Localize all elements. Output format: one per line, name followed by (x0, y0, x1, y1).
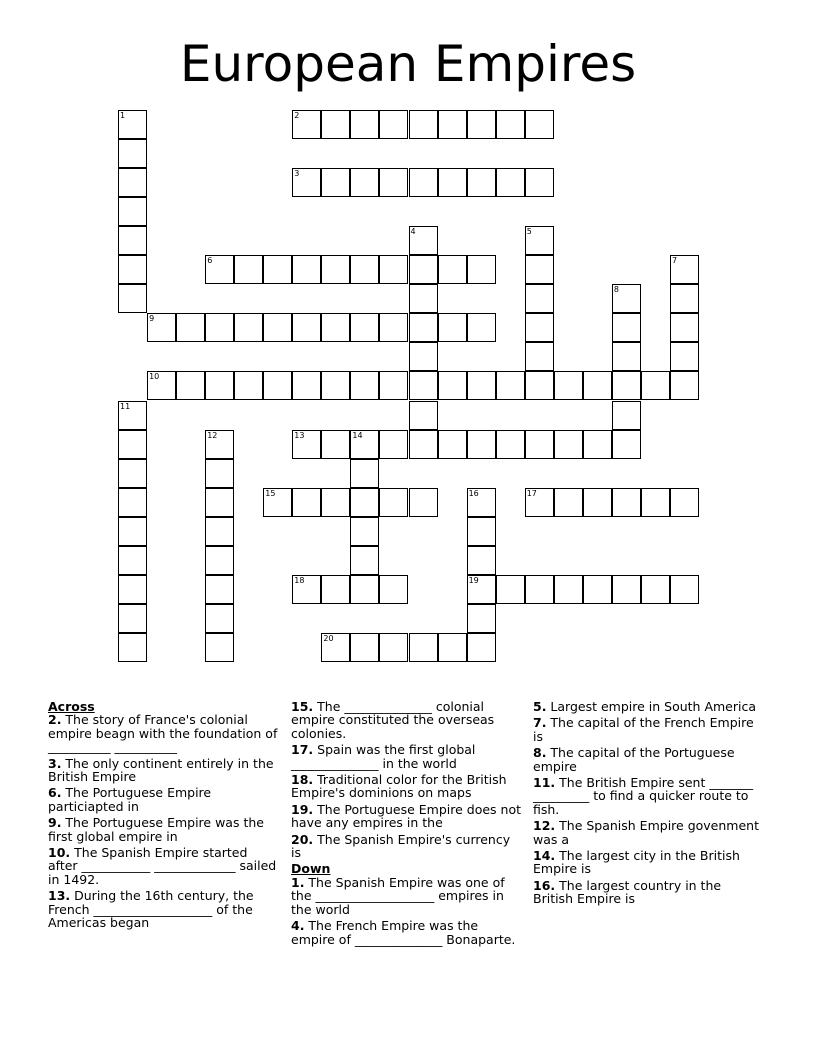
grid-cell[interactable] (350, 488, 379, 517)
grid-cell[interactable] (438, 255, 467, 284)
clue-text: The Portuguese Empire does not have any empires in the (291, 801, 522, 831)
grid-cell[interactable] (350, 371, 379, 400)
grid-cell[interactable] (438, 168, 467, 197)
grid-cell[interactable] (321, 488, 350, 517)
grid-cell[interactable] (409, 255, 438, 284)
grid-cell[interactable] (147, 371, 176, 400)
grid-cell[interactable] (554, 371, 583, 400)
grid-cell[interactable] (350, 430, 379, 459)
clues-column-1 (48, 700, 280, 933)
grid-cell[interactable] (496, 371, 525, 400)
clue-label: 16. (533, 877, 556, 893)
grid-cell[interactable] (438, 633, 467, 662)
clue-text: The French Empire was the empire of ______________ Bonaparte. (291, 918, 516, 947)
grid-cell[interactable] (467, 575, 496, 604)
grid-cell[interactable] (292, 430, 321, 459)
grid-cell[interactable] (234, 255, 263, 284)
grid-cell[interactable] (409, 633, 438, 662)
grid-cell[interactable] (263, 313, 292, 342)
clue-label: 14. (533, 848, 556, 864)
grid-cell[interactable] (525, 342, 554, 371)
grid-cell[interactable] (525, 226, 554, 255)
grid-cell[interactable] (118, 255, 147, 284)
clue-label: 2. (48, 712, 62, 728)
across-heading: Across (48, 699, 95, 714)
clue-text: The Portuguese Empire was the first global empire in (48, 815, 264, 844)
clue-number: 7 (672, 256, 678, 266)
clue-number: 9 (149, 314, 155, 324)
grid-cell[interactable] (438, 110, 467, 139)
clue (533, 849, 763, 876)
clue-number: 8 (613, 285, 619, 295)
clue-number: 6 (207, 256, 213, 266)
grid-cell[interactable] (205, 546, 234, 575)
grid-cell[interactable] (467, 110, 496, 139)
clue-label: 7. (533, 715, 547, 731)
grid-cell[interactable] (496, 110, 525, 139)
across-clue-list-continued (291, 700, 523, 859)
clue-text: The Spanish Empire's currency is (291, 831, 511, 861)
grid-cell[interactable] (409, 488, 438, 517)
grid-cell[interactable] (670, 284, 699, 313)
clue-text: The only continent entirely in the British Empire (48, 755, 274, 785)
grid-cell[interactable] (583, 371, 612, 400)
grid-cell[interactable] (409, 284, 438, 313)
grid-cell[interactable] (670, 575, 699, 604)
clue-text: The largest city in the British Empire is (533, 848, 740, 877)
grid-cell[interactable] (118, 546, 147, 575)
grid-cell[interactable] (467, 168, 496, 197)
grid-cell[interactable] (205, 255, 234, 284)
grid-cell[interactable] (670, 371, 699, 400)
clue-number: 18 (294, 575, 305, 585)
grid-cell[interactable] (321, 168, 350, 197)
grid-cell[interactable] (525, 430, 554, 459)
grid-cell[interactable] (350, 459, 379, 488)
grid-cell[interactable] (525, 284, 554, 313)
clue-text: The capital of the French Empire is (533, 715, 754, 744)
grid-cell[interactable] (467, 604, 496, 633)
grid-cell[interactable] (118, 633, 147, 662)
grid-cell[interactable] (641, 488, 670, 517)
grid-cell[interactable] (292, 371, 321, 400)
clue (291, 773, 523, 800)
grid-cell[interactable] (292, 313, 321, 342)
grid-cell[interactable] (176, 371, 205, 400)
clue (48, 816, 280, 843)
clue-text: The Spanish Empire started after ___________ _____________ sailed in 1492. (48, 845, 277, 887)
clue-text: The ______________ colonial empire constituted the overseas colonies. (291, 699, 495, 741)
grid-cell[interactable] (321, 313, 350, 342)
grid-cell[interactable] (379, 313, 408, 342)
down-clue-list (291, 876, 523, 946)
grid-cell[interactable] (118, 139, 147, 168)
grid-cell[interactable] (583, 430, 612, 459)
clue-text: Spain was the first global ______________ in the world (291, 742, 476, 771)
clue-text: Largest empire in South America (546, 699, 757, 714)
clue-text: The Spanish Empire govenment was a (533, 818, 759, 847)
grid-cell[interactable] (118, 110, 147, 139)
grid-cell[interactable] (612, 488, 641, 517)
grid-cell[interactable] (379, 371, 408, 400)
clue (291, 919, 523, 946)
grid-cell[interactable] (379, 633, 408, 662)
clue-text: The story of France's colonial empire beagn with the foundation of __________ __________ (48, 712, 278, 755)
grid-cell[interactable] (379, 575, 408, 604)
grid-cell[interactable] (205, 459, 234, 488)
clue-text: The capital of the Portuguese empire (533, 745, 735, 774)
grid-cell[interactable] (409, 313, 438, 342)
clue (533, 776, 763, 816)
clue (291, 803, 523, 830)
grid-cell[interactable] (234, 371, 263, 400)
clue-label: 17. (291, 742, 314, 758)
clue (533, 716, 763, 743)
grid-cell[interactable] (350, 313, 379, 342)
grid-cell[interactable] (467, 371, 496, 400)
clue-number: 19 (468, 575, 479, 585)
grid-cell[interactable] (350, 255, 379, 284)
grid-cell[interactable] (670, 255, 699, 284)
clue-text: The Spanish Empire was one of the ___________________ empires in the world (291, 874, 505, 917)
grid-cell[interactable] (612, 284, 641, 313)
clue-number: 14 (352, 430, 363, 440)
clue (291, 833, 523, 860)
grid-cell[interactable] (234, 313, 263, 342)
grid-cell[interactable] (379, 110, 408, 139)
clue-label: 3. (48, 755, 62, 771)
clue (533, 819, 763, 846)
grid-cell[interactable] (350, 575, 379, 604)
grid-cell[interactable] (205, 575, 234, 604)
grid-cell[interactable] (467, 313, 496, 342)
grid-cell[interactable] (118, 459, 147, 488)
grid-cell[interactable] (409, 110, 438, 139)
grid-cell[interactable] (670, 488, 699, 517)
grid-cell[interactable] (612, 401, 641, 430)
grid-cell[interactable] (467, 430, 496, 459)
clue-number: 5 (526, 227, 532, 237)
grid-cell[interactable] (118, 604, 147, 633)
clue-label: 18. (291, 772, 314, 788)
clues-column-2 (291, 700, 523, 949)
grid-cell[interactable] (583, 488, 612, 517)
grid-cell[interactable] (554, 575, 583, 604)
clue (48, 889, 280, 929)
grid-cell[interactable] (409, 342, 438, 371)
clue (533, 879, 763, 906)
grid-cell[interactable] (147, 313, 176, 342)
clue-number: 11 (120, 401, 131, 411)
clue-text: The Portuguese Empire particiapted in (48, 785, 212, 814)
grid-cell[interactable] (612, 371, 641, 400)
grid-cell[interactable] (118, 226, 147, 255)
clue (291, 700, 523, 740)
clue (533, 700, 763, 713)
grid-cell[interactable] (467, 517, 496, 546)
grid-cell[interactable] (350, 546, 379, 575)
grid-cell[interactable] (321, 430, 350, 459)
grid-cell[interactable] (292, 255, 321, 284)
clue-number: 3 (294, 169, 300, 179)
clue-number: 12 (207, 430, 218, 440)
grid-cell[interactable] (292, 575, 321, 604)
clue-text: Traditional color for the British Empire's dominions on maps (291, 772, 507, 801)
clue (48, 713, 280, 753)
grid-cell[interactable] (379, 488, 408, 517)
grid-cell[interactable] (118, 168, 147, 197)
clue-text: The largest country in the British Empire is (533, 877, 722, 907)
grid-cell[interactable] (205, 517, 234, 546)
clue-number: 2 (294, 111, 300, 120)
clue-label: 10. (48, 845, 71, 861)
grid-cell[interactable] (118, 197, 147, 226)
grid-cell[interactable] (350, 517, 379, 546)
grid-cell[interactable] (496, 575, 525, 604)
grid-cell[interactable] (525, 371, 554, 400)
clues-column-3 (533, 700, 763, 909)
grid-cell[interactable] (496, 430, 525, 459)
grid-cell[interactable] (118, 401, 147, 430)
grid-cell[interactable] (263, 371, 292, 400)
down-clue-list-continued (533, 700, 763, 906)
clue-label: 20. (291, 831, 314, 847)
grid-cell[interactable] (118, 284, 147, 313)
grid-cell[interactable] (205, 633, 234, 662)
grid-cell[interactable] (409, 226, 438, 255)
grid-cell[interactable] (321, 255, 350, 284)
grid-cell[interactable] (641, 371, 670, 400)
grid-cell[interactable] (525, 575, 554, 604)
grid-cell[interactable] (379, 255, 408, 284)
grid-cell[interactable] (118, 488, 147, 517)
across-clue-list (48, 713, 280, 929)
grid-cell[interactable] (350, 633, 379, 662)
clue-number: 4 (410, 227, 416, 237)
down-heading: Down (291, 861, 331, 877)
grid-cell[interactable] (205, 313, 234, 342)
clue-text: The British Empire sent _______ _________ to find a quicker route to fish. (533, 775, 754, 817)
grid-cell[interactable] (118, 575, 147, 604)
clue-label: 5. (533, 699, 547, 714)
clue-label: 9. (48, 815, 62, 831)
grid-cell[interactable] (438, 313, 467, 342)
grid-cell[interactable] (612, 342, 641, 371)
grid-cell[interactable] (641, 575, 670, 604)
clue-label: 1. (291, 874, 305, 890)
grid-cell[interactable] (205, 430, 234, 459)
grid-cell[interactable] (670, 342, 699, 371)
grid-cell[interactable] (554, 430, 583, 459)
grid-cell[interactable] (612, 313, 641, 342)
clue (48, 846, 280, 886)
grid-cell[interactable] (525, 168, 554, 197)
clue (533, 746, 763, 773)
grid-cell[interactable] (409, 371, 438, 400)
grid-cell[interactable] (525, 110, 554, 139)
grid-cell[interactable] (467, 255, 496, 284)
clue-label: 12. (533, 818, 556, 834)
clue (48, 786, 280, 813)
grid-cell[interactable] (263, 488, 292, 517)
grid-cell[interactable] (205, 371, 234, 400)
grid-cell[interactable] (205, 604, 234, 633)
grid-cell[interactable] (467, 633, 496, 662)
grid-cell[interactable] (379, 430, 408, 459)
grid-cell[interactable] (350, 168, 379, 197)
clue-number: 1 (120, 111, 126, 120)
clue-label: 13. (48, 888, 71, 904)
grid-cell[interactable] (438, 371, 467, 400)
grid-cell[interactable] (321, 575, 350, 604)
puzzle-title: European Empires (179, 35, 637, 93)
clue-number: 20 (323, 633, 334, 643)
clue-text: During the 16th century, the French ___________________ of the Americas began (48, 888, 254, 931)
grid-cell[interactable] (321, 110, 350, 139)
clue (291, 743, 523, 770)
grid-cell[interactable] (612, 430, 641, 459)
clue (48, 757, 280, 784)
clue-number: 13 (294, 430, 305, 440)
grid-cell[interactable] (176, 313, 205, 342)
grid-cell[interactable] (350, 110, 379, 139)
clue-label: 15. (291, 699, 314, 714)
grid-cell[interactable] (612, 575, 641, 604)
grid-cell[interactable] (321, 633, 350, 662)
grid-cell[interactable] (467, 488, 496, 517)
grid-cell[interactable] (292, 488, 321, 517)
clue (291, 876, 523, 916)
grid-cell[interactable] (438, 430, 467, 459)
grid-cell[interactable] (525, 313, 554, 342)
grid-cell[interactable] (263, 255, 292, 284)
clue-label: 4. (291, 918, 305, 934)
grid-cell[interactable] (670, 313, 699, 342)
clue-label: 19. (291, 801, 314, 817)
grid-cell[interactable] (409, 401, 438, 430)
grid-cell[interactable] (379, 168, 408, 197)
grid-cell[interactable] (292, 110, 321, 139)
grid-cell[interactable] (118, 517, 147, 546)
grid-cell[interactable] (409, 430, 438, 459)
grid-cell[interactable] (525, 255, 554, 284)
grid-cell[interactable] (554, 488, 583, 517)
clue-number: 16 (468, 488, 479, 498)
grid-cell[interactable] (496, 168, 525, 197)
grid-cell[interactable] (409, 168, 438, 197)
grid-cell[interactable] (118, 430, 147, 459)
clue-label: 6. (48, 785, 62, 801)
clue-label: 11. (533, 775, 556, 791)
grid-cell[interactable] (525, 488, 554, 517)
grid-cell[interactable] (205, 488, 234, 517)
clue-number: 15 (265, 488, 276, 498)
grid-cell[interactable] (292, 168, 321, 197)
grid-cell[interactable] (321, 371, 350, 400)
clue-number: 17 (526, 488, 537, 498)
clue-label: 8. (533, 745, 547, 761)
clue-number: 10 (149, 372, 160, 382)
grid-cell[interactable] (583, 575, 612, 604)
grid-cell[interactable] (467, 546, 496, 575)
